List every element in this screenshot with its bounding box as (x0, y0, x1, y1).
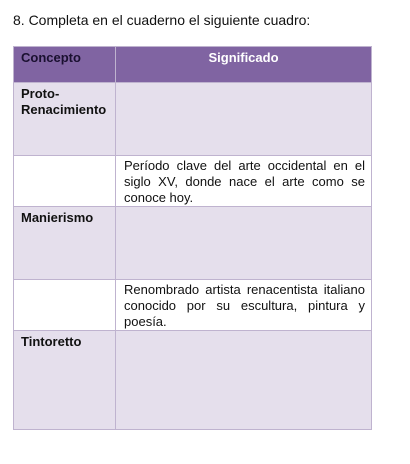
table-header-row (14, 47, 372, 83)
meaning-cell[interactable] (116, 83, 372, 156)
concept-cell[interactable]: Proto- Renacimiento (14, 83, 116, 156)
header-concept: Concepto (14, 47, 116, 83)
table-row (14, 280, 372, 331)
concept-table (13, 46, 371, 430)
instruction-text: 8. Completa en el cuaderno el siguiente cuadro: (13, 12, 311, 28)
concept-table-grid (13, 46, 372, 430)
meaning-cell[interactable]: Período clave del arte occidental en el siglo XV, donde nace el arte como se conoce hoy. (116, 156, 372, 207)
table-row (14, 83, 372, 156)
meaning-cell[interactable] (116, 207, 372, 280)
meaning-cell[interactable]: Renombrado artista renacentista italiano conocido por su escultura, pintura y poesía. (116, 280, 372, 331)
concept-cell[interactable]: Tintoretto (14, 331, 116, 430)
table-row (14, 207, 372, 280)
table-row (14, 156, 372, 207)
meaning-cell[interactable] (116, 331, 372, 430)
concept-cell[interactable] (14, 156, 116, 207)
concept-cell[interactable] (14, 280, 116, 331)
header-meaning: Significado (116, 47, 372, 83)
concept-cell[interactable]: Manierismo (14, 207, 116, 280)
table-row (14, 331, 372, 430)
